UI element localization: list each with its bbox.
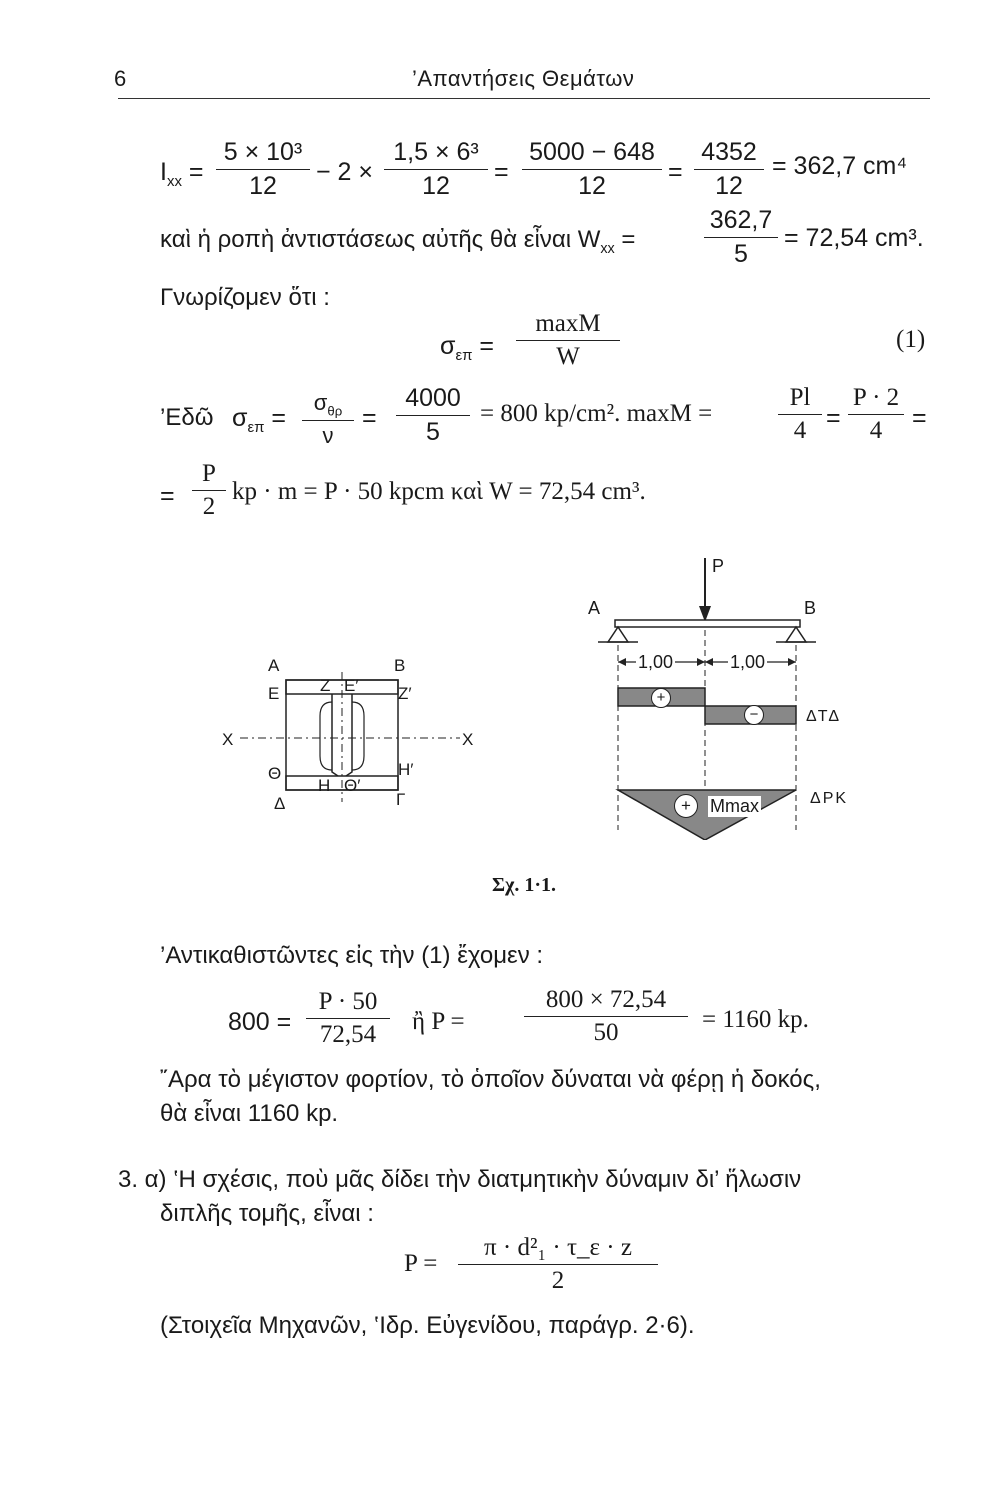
fraction-pl-4: $\frac{Pl}{4}$ (778, 384, 822, 445)
sec-label-delta: Δ (274, 794, 286, 813)
item-3-line-1: 3. α) ‛Η σχέσις, ποὺ μᾶς δίδει τὴν διατμητικὴν δύναμιν δι’ ἥλωσιν (118, 1166, 802, 1193)
equals-sign: = (668, 158, 683, 186)
wxx-result: = 72,54 cm³. (784, 224, 924, 252)
sec-label-h: H (318, 776, 331, 795)
item-3-line-2: διπλῆς τομῆς, εἶναι : (160, 1200, 374, 1227)
know-text: Γνωρίζομεν ὅτι : (160, 284, 330, 311)
shear-diagram-label: ΔΤΔ (806, 708, 842, 725)
fig-label-p: P (712, 556, 725, 576)
running-title: ’Απαντήσεις Θεμάτων (412, 66, 635, 91)
stress-result: = 800 kp/cm². maxM = (480, 400, 713, 427)
equals-sign: = (826, 404, 841, 432)
fraction-4352: $\frac{4352}{12}$ (694, 138, 764, 201)
fraction-p50: $\frac{P \cdot 50}{72,54}$ (306, 988, 390, 1049)
wxx-intro: καὶ ἡ ροπὴ ἀντιστάσεως αὐτῆς θὰ εἶναι $W_{xx}$ = (160, 226, 636, 257)
result-1160: = 1160 kp. (702, 1006, 809, 1033)
equation-number-1: (1) (896, 326, 926, 353)
ara-line-1: ῎Αρα τὸ μέγιστον φορτίον, τὸ ὁποῖον δύναται νὰ φέρῃ ἡ δοκός, (160, 1066, 821, 1093)
fraction-15x6: $\frac{\text{1,5 × 6³}}{12}$ (384, 138, 488, 201)
fig-label-a: A (588, 598, 601, 618)
fraction-sigma-nu: $\sigma_{\theta\rho}$ ν (302, 390, 354, 449)
fraction-362-5: $\frac{362,7}{5}$ (704, 206, 778, 269)
figure-caption: Σχ. 1·1. (492, 874, 556, 896)
sec-label-e-prime: E′ (344, 676, 359, 695)
equals-sign: = (912, 404, 927, 432)
sec-label-gamma: Γ (396, 790, 406, 809)
sigma-ep: $\sigma_{\varepsilon\pi}$ = (440, 332, 495, 364)
equals-sign: = (362, 404, 377, 432)
fraction-rivet: $\frac{\text{π · d²₁ · τ\_ε · z}}{2}$ (458, 1234, 658, 1295)
lhs-800: 800 = (228, 1008, 292, 1036)
mmax-label: Mmax (710, 796, 759, 816)
support-right (786, 627, 806, 642)
fraction-4000-5: $\frac{4000}{5}$ (396, 384, 470, 447)
fraction-p2-4: $\frac{P \cdot 2}{4}$ (848, 384, 904, 445)
fraction-maxm-w: maxM W (516, 310, 620, 371)
plus-sign-shear: + (651, 688, 671, 708)
sec-label-z-prime: Z′ (398, 684, 412, 703)
equals-sign: = (160, 482, 175, 510)
plus-sign-moment: + (674, 794, 698, 818)
sec-label-e: E (268, 684, 280, 703)
page-number: 6 (114, 66, 127, 91)
sec-label-h-prime: H′ (398, 760, 414, 779)
or-p: ἢ P = (412, 1008, 465, 1035)
moment-result: kp · m = P · 50 kpcm καὶ W = 72,54 cm³. (232, 478, 646, 505)
dim-left: 1,00 (638, 652, 674, 672)
support-left (608, 627, 628, 642)
substituting-text: ’Αντικαθιστῶντες εἰς τὴν (1) ἔχομεν : (160, 942, 544, 969)
beam (615, 620, 800, 627)
sec-label-theta-prime: Θ′ (344, 776, 361, 795)
fraction-5000-648: $\frac{5000 - 648}{12}$ (522, 138, 662, 201)
ixx-result: = 362,7 cm⁴ (772, 152, 908, 180)
fraction-5x10: $\frac{\text{5 × 10³}}{12}$ (216, 138, 310, 201)
header-rule (118, 98, 930, 99)
fig-label-b: B (804, 598, 817, 618)
reference: (Στοιχεῖα Μηχανῶν, ‛Ιδρ. Εὐγενίδου, παράγρ. 2·6). (160, 1312, 695, 1339)
minus-2x: − 2 × (316, 158, 373, 186)
sec-label-theta: Θ (268, 764, 282, 783)
minus-sign-shear: − (744, 705, 764, 725)
fraction-p-2: $\frac{P}{2}$ (192, 460, 226, 521)
fraction-800x: $\frac{800 \times 72,54}{50}$ (524, 986, 688, 1047)
dim-right: 1,00 (730, 652, 766, 672)
sec-label-z: Z (320, 676, 331, 695)
edo-word: ’Εδῶ (160, 404, 214, 431)
equals-sign: = (494, 158, 509, 186)
sec-label-a: A (268, 656, 280, 675)
moment-diagram-label: ΔΡΚ (810, 790, 849, 807)
sigma-ep-2: $\sigma_{\varepsilon\pi}$ = (232, 404, 287, 436)
sec-label-x-left: X (222, 730, 234, 749)
ixx-label: $I_{xx}$ = (160, 158, 204, 190)
moment-diagram (618, 790, 796, 840)
sec-label-b: B (394, 656, 406, 675)
p-equals: P = (404, 1250, 438, 1277)
ara-line-2: θὰ εἶναι 1160 kp. (160, 1100, 339, 1127)
sec-label-x-right: X (462, 730, 474, 749)
